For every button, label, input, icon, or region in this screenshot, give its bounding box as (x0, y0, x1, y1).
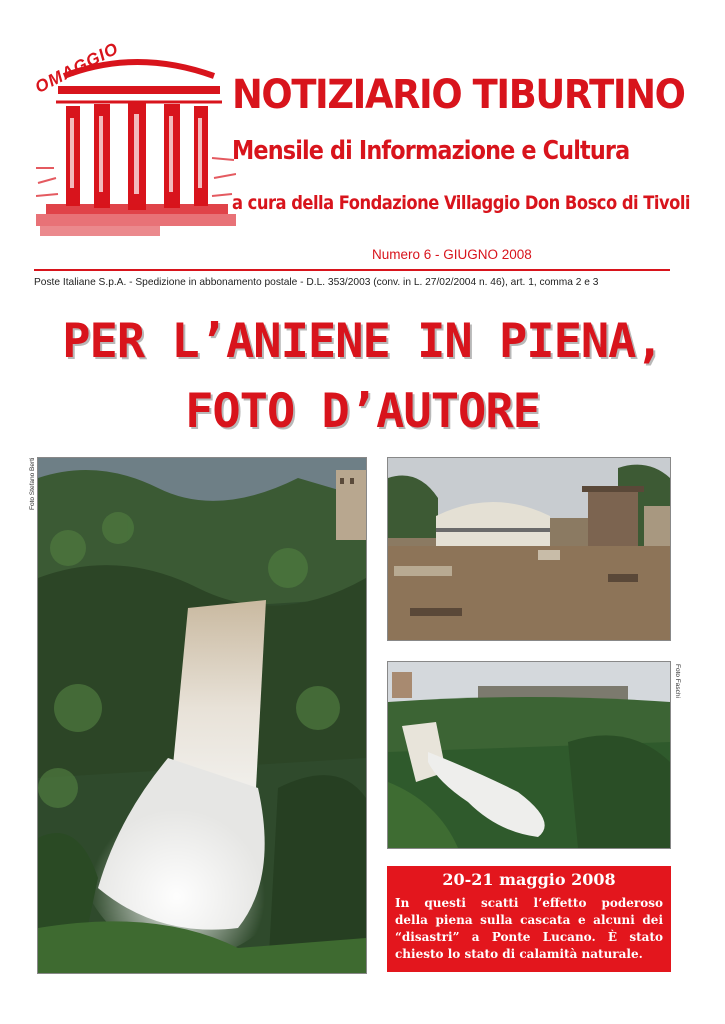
caption-line: della piena sulla cascata e alcuni dei (395, 913, 663, 927)
photo-credit-cascade: Foto Faschi (674, 664, 681, 698)
caption-date: 20-21 maggio 2008 (442, 870, 616, 889)
caption-line: “disastri” a Ponte Lucano. È stato (395, 930, 663, 944)
flood-photo (387, 457, 671, 641)
masthead-title: NOTIZIARIO TIBURTINO (232, 72, 685, 118)
caption-line: chiesto lo stato di calamità naturale. (395, 947, 643, 961)
headline-line-2: FOTO D’AUTORE (185, 384, 540, 439)
headline-line-1: PER L’ANIENE IN PIENA, (62, 314, 663, 369)
omaggio-badge: OMAGGIO (32, 38, 122, 97)
masthead-curator: a cura della Fondazione Villaggio Don Bosco di Tivoli (232, 192, 691, 214)
issue-number: Numero 6 - GIUGNO 2008 (372, 247, 532, 262)
masthead-divider (34, 269, 670, 271)
caption-box (387, 866, 671, 972)
caption-text (395, 895, 663, 963)
photo-credit-waterfall: Foto Stefano Berti (29, 457, 36, 510)
postal-notice: Poste Italiane S.p.A. - Spedizione in abbonamento postale - D.L. 353/2003 (conv. in L. 27/02/2004 n. 46), art. 1, comma 2 e 3 (34, 277, 599, 288)
waterfall-photo (37, 457, 367, 974)
caption-line: In questi scatti l’effetto poderoso (395, 896, 663, 910)
temple-logo-icon (36, 18, 236, 253)
cascade-photo (387, 661, 671, 849)
masthead-subtitle: Mensile di Informazione e Cultura (232, 136, 630, 166)
